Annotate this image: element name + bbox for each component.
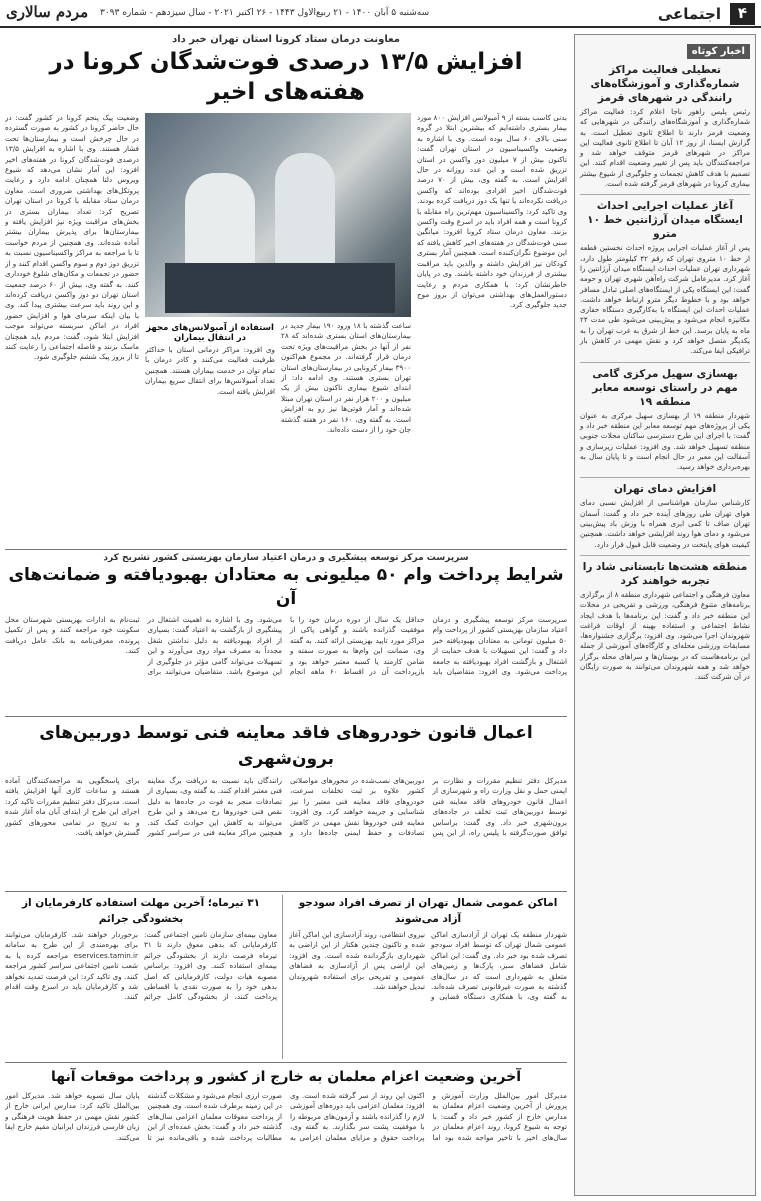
lead-kicker: معاونت درمان ستاد کرونا استان تهران خبر داد [172, 34, 400, 45]
main-content [5, 34, 567, 1196]
side-item-body: شهردار منطقه ۱۹ از بهسازی سهیل مرکزی به عنوان یکی از پروژه‌های مهم توسعه معابر این منطقه خبر داد و گفت: با اجرای این طرح دسترسی ساکنان محلات جنوبی منطقه تسهیل خواهد شد. وی افزود: عملیات زیرسازی و آسفالت این معبر در حال انجام است و تا پایان سال به بهره‌برداری خواهد رسید. [580, 410, 751, 472]
lead-body-left: بدنی کاسب بسته از ۹ آمبولانس افزایش ۸۰۰ مورد بیمار بستری داشته‌ایم که بیشترین ابتلا در گروه سنی بالای ۶۰ سال بوده است. وی با اشاره به وضعیت واکسیناسیون در استان تهران گفت: تاکنون بیش از ۷ میلیون دوز واکسن در استان تزریق شده است و این عدد روزانه در حال افزایش است. به گفته وی، بیش از ۷۰ درصد فوت‌شدگان اخیر افرادی بوده‌اند که واکسن دریافت نکرده‌اند یا تنها یک دوز دریافت کرده بودند. وی تاکید کرد: واکسیناسیون مهم‌ترین راه مقابله با کرونا است و همه افراد باید در اسرع وقت واکسن بزنند. معاون درمان ستاد کرونا افزود: میانگین سنی فوت‌شدگان در هفته‌های اخیر کاهش یافته که این موضوع نگران‌کننده است. همچنین آمار بستری کودکان نیز افزایش داشته و والدین باید مراقبت بیشتری از فرزندان خود داشته باشند. وی در پایان خاطرنشان کرد: با همکاری مردم و رعایت دستورالعمل‌های بهداشتی می‌توان از بروز موج جدید جلوگیری کرد. [417, 113, 567, 310]
teachers-body: مدیرکل امور بین‌الملل وزارت آموزش و پرورش از آخرین وضعیت اعزام معلمان به مدارس خارج از کشور خبر داد و گفت: با توجه به شیوع کرونا، روند اعزام معلمان در سال‌های اخیر با تاخیر مواجه شده بود اما اکنون این روند از سر گرفته شده است. وی افزود: معلمان اعزامی باید دوره‌های آموزشی لازم را گذرانده باشند و آزمون‌های مربوطه را با موفقیت پشت سر بگذارند. به گفته وی، پرداخت حقوق و مزایای معلمان اعزامی به صورت ارزی انجام می‌شود و مشکلات گذشته در این زمینه برطرف شده است. وی همچنین از پرداخت معوقات معلمان اعزامی سال‌های گذشته خبر داد و گفت: بخش عمده‌ای از این مطالبات پرداخت شده و باقی‌مانده نیز تا پایان سال تسویه خواهد شد. مدیرکل امور بین‌الملل تاکید کرد: مدارس ایرانی خارج از کشور نقش مهمی در حفظ هویت فرهنگی و زبان فارسی فرزندان ایرانیان مقیم خارج ایفا می‌کنند. [5, 1091, 567, 1142]
side-item [580, 63, 750, 189]
inspection-story [5, 720, 567, 888]
divider [580, 362, 750, 363]
side-item-body: پس از آغاز عملیات اجرایی پروژه احداث نخستین قطعه از خط ۱۰ متروی تهران که رقم ۴۲ کیلومتر طول دارد، شهرداری تهران عملیات احداث ایستگاه میدان آرژانتین را آغاز کرد. مدیرعامل شرکت راه‌آهن شهری تهران و حومه گفت: این ایستگاه یکی از ایستگاه‌های اصلی تبادل مسافر خواهد بود و با خطوط دیگر مترو ارتباط خواهد داشت. عملیات احداث این ایستگاه با به‌کارگیری دستگاه حفاری مکانیزه انجام می‌شود و پیش‌بینی می‌شود طی مدت ۲۴ ماه به پایان برسد. این خط از شرق به غرب تهران را به یکدیگر متصل خواهد کرد و نقش مهمی در کاهش بار ترافیکی ایفا می‌کند. [580, 243, 750, 356]
deadline-body: معاون بیمه‌ای سازمان تامین اجتماعی گفت: کارفرمایانی که بدهی معوق دارند تا ۳۱ تیرماه فرصت دارند از بخشودگی جرائم بیمه‌ای استفاده کنند. وی افزود: براساس مصوبه هیات دولت، کارفرمایانی که اصل بدهی خود را به صورت نقدی یا اقساطی پرداخت کنند، از بخشودگی کامل جرائم برخوردار خواهند شد. کارفرمایان می‌توانند برای بهره‌مندی از این طرح به سامانه eservices.tamin.ir مراجعه کرده یا به شعب تامین اجتماعی سراسر کشور مراجعه کنند. وی تاکید کرد: این فرصت تمدید نخواهد شد و کارفرمایان باید در اسرع وقت اقدام کنند. [5, 930, 277, 1002]
side-item-headline: آغاز عملیات اجرایی احداث ایستگاه میدان آرژانتین خط ۱۰ مترو [587, 200, 743, 241]
lead-body-center-2: وی افزود: مراکز درمانی استان با حداکثر ظرفیت فعالیت می‌کنند و کادر درمان با تمام توان در خدمت بیماران هستند. همچنین تعداد آمبولانس‌ها برای انتقال سریع بیماران افزایش یافته است. [145, 345, 275, 396]
newspaper-logo: مردم سالاری [6, 3, 89, 21]
lead-story [5, 34, 567, 546]
lead-column-right [5, 113, 139, 546]
teachers-story [5, 1066, 567, 1201]
tehran-headline: اماکن عمومی شمال تهران از تصرف افراد سودجو آزاد می‌شوند [298, 897, 558, 925]
divider [5, 1062, 567, 1063]
divider [5, 716, 567, 717]
hospital-photo [145, 113, 411, 317]
loan-headline: شرایط پرداخت وام ۵۰ میلیونی به معتادان بهبودیافته و ضمانت‌های آن [8, 565, 564, 609]
divider [580, 555, 750, 556]
lead-column-center [145, 113, 411, 546]
side-item-headline: افزایش دمای تهران [613, 483, 717, 496]
divider [5, 891, 567, 892]
side-item-headline: بهسازی سهیل مرکزی گامی مهم در راستای توسعه معابر منطقه ۱۹ [592, 367, 738, 408]
side-item [580, 482, 750, 549]
side-item-headline: منطقه هشت‌ها تابستانی شاد را تجربه خواهند کرد [582, 560, 748, 587]
page-number: ۴ [730, 3, 755, 25]
lead-subhead: استفاده از آمبولانس‌های مجهز در انتقال بیماران [146, 323, 274, 343]
issue-line: سه‌شنبه ۵ آبان ۱۴۰۰ - ۲۱ ربیع‌الاول ۱۴۴۳ - ۲۶ اکتبر ۲۰۲۱ - سال سیزدهم - شماره ۳۰۹۳ [100, 8, 430, 18]
deadline-story [5, 895, 283, 1059]
lead-body-center: ساعت گذشته با ۱۸ ورود ۱۹۰ بیمار جدید در بیمارستان‌های استان بستری شده‌اند که ۲۸ نفر از آنها در بخش مراقبت‌های ویژه تحت درمان قرار گرفته‌اند. در مجموع هم‌اکنون ۳۹۰۰ بیمار کرونایی در بیمارستان‌های استان تهران بستری هستند. وی ادامه داد: از ابتدای شیوع بیماری تاکنون بیش از یک میلیون و ۲۰۰ هزار نفر در استان تهران مبتلا شده‌اند و آمار فوتی‌ها نیز رو به افزایش است. به گفته وی، ۱۶۰ نفر در هفته گذشته جان خود را از دست داده‌اند. [281, 321, 411, 435]
side-item [580, 560, 750, 683]
side-item-body: معاون فرهنگی و اجتماعی شهرداری منطقه ۸ از برگزاری برنامه‌های متنوع فرهنگی، ورزشی و تفریحی در محلات این منطقه خبر داد و گفت: این برنامه‌ها با هدف ایجاد نشاط اجتماعی و استفاده بهینه از اوقات فراغت شهروندان اجرا می‌شود. وی افزود: برگزاری جشنواره‌ها، مسابقات ورزشی محله‌ای و کارگاه‌های آموزشی از جمله این برنامه‌هاست که در بوستان‌ها و سراهای محله برگزار خواهد شد و همه شهروندان می‌توانند به صورت رایگان در آن شرکت کنند. [580, 589, 750, 682]
side-item-body: کارشناس سازمان هواشناسی از افزایش نسبی دمای هوای تهران طی روزهای آینده خبر داد و گفت: آسمان تهران صاف تا کمی ابری همراه با وزش باد پیش‌بینی می‌شود و دمای هوا روند افزایشی خواهد داشت. همچنین کیفیت هوای پایتخت در وضعیت قابل قبول قرار دارد. [580, 498, 750, 549]
side-item [580, 199, 750, 356]
loan-kicker: سرپرست مرکز توسعه پیشگیری و درمان اعتیاد سازمان بهزیستی کشور تشریح کرد [103, 553, 469, 563]
masthead [0, 0, 761, 28]
small-stories-row [5, 895, 567, 1059]
lead-body-right: وضعیت پیک پنجم کرونا در کشور گفت: در حال حاضر کرونا در کشور به صورت گسترده در حال چرخش است و بیمارستان‌ها تحت فشار هستند. وی با اشاره به افزایش ۱۳/۵ درصدی فوت‌شدگان کرونا در هفته‌های اخیر افزود: این آمار نشان می‌دهد که شیوع ویروس دلتا همچنان ادامه دارد و رعایت پروتکل‌های بهداشتی ضروری است. معاون درمان ستاد مقابله با کرونا در استان تهران تصریح کرد: تعداد بیماران بستری در بخش‌های مراقبت ویژه نیز افزایش یافته و بیمارستان‌ها برای پذیرش بیماران بیشتر آماده شده‌اند. وی همچنین از مردم خواست تا با مراجعه به مراکز واکسیناسیون نسبت به تزریق دوز دوم و سوم واکسن اقدام کنند و از حضور در تجمعات و مکان‌های شلوغ خودداری کنند. به گفته وی، بیش از ۶۰ درصد جمعیت استان تهران دو دوز واکسن دریافت کرده‌اند و این روند باید سرعت بیشتری پیدا کند. وی با بیان اینکه سرمای هوا و افزایش حضور افراد در اماکن سربسته می‌تواند موجب افزایش ابتلا شود، گفت: مردم باید همچنان ماسک بزنند و فاصله اجتماعی را رعایت کنند تا از بروز پیک ششم جلوگیری شود. [5, 113, 139, 362]
deadline-headline: ۳۱ تیرماه؛ آخرین مهلت استفاده کارفرمایان از بخشودگی جرائم [21, 897, 261, 925]
tehran-body: شهردار منطقه یک تهران از آزادسازی اماکن عمومی شمال تهران که توسط افراد سودجو تصرف شده بود خبر داد. وی گفت: این اماکن شامل فضاهای سبز، پارک‌ها و زمین‌های متعلق به شهرداری است که در سال‌های گذشته به صورت غیرقانونی تصرف شده‌اند. به گفته وی، با همکاری دستگاه قضایی و نیروی انتظامی، روند آزادسازی این اماکن آغاز شده و تاکنون چندین هکتار از این اراضی به شهرداری بازگردانده شده است. وی افزود: این اراضی پس از آزادسازی به فضاهای عمومی و تفریحی برای استفاده شهروندان تبدیل خواهند شد. [289, 930, 567, 1002]
tehran-story [289, 895, 567, 1059]
lead-headline: افزایش ۱۳/۵ درصدی فوت‌شدگان کرونا در هفته‌های اخیر [49, 49, 523, 105]
divider [580, 477, 750, 478]
lead-column-left [417, 113, 567, 546]
sidebar-tag: اخبار کوتاه [687, 44, 750, 59]
side-item-body: رئیس پلیس راهور ناجا اعلام کرد: فعالیت مراکز شماره‌گذاری و آموزشگاه‌های رانندگی در شهرهایی که وضعیت قرمز دارند تا اطلاع ثانوی تعطیل است. به گزارش ایسنا، از روز ۱۲ آبان تا اطلاع ثانوی فعالیت این مراکز در شهرهای قرمز متوقف خواهد شد و مراجعه‌کنندگان باید پس از تغییر وضعیت اقدام کنند. این تصمیم با هدف کاهش تجمعات و جلوگیری از شیوع بیشتر بیماری کرونا در شهرهای قرمز گرفته شده است. [580, 107, 750, 189]
side-item [580, 367, 750, 473]
loan-story [5, 553, 567, 713]
teachers-headline: آخرین وضعیت اعزام معلمان به خارج از کشور و پرداخت موقعات آنها [50, 1069, 522, 1085]
divider [580, 194, 750, 195]
loan-body: سرپرست مرکز توسعه پیشگیری و درمان اعتیاد سازمان بهزیستی کشور از پرداخت وام ۵۰ میلیون تومانی به معتادان بهبودیافته خبر داد و گفت: این تسهیلات با هدف حمایت از اشتغال و بازگشت افراد بهبودیافته به جامعه پرداخت می‌شود. وی افزود: متقاضیان باید حداقل یک سال از دوره درمان خود را با موفقیت گذرانده باشند و گواهی پاکی از مراکز مورد تایید بهزیستی ارائه کنند. به گفته وی، ضمانت این وام‌ها به صورت سفته و ضامن کارمند یا کسبه معتبر خواهد بود و بازپرداخت آن در اقساط ۶۰ ماهه انجام می‌شود. وی با اشاره به اهمیت اشتغال در پیشگیری از بازگشت به اعتیاد گفت: بسیاری از افراد بهبودیافته به دلیل نداشتن شغل مجدداً به مصرف مواد روی می‌آورند و این تسهیلات می‌تواند گامی مؤثر در جلوگیری از این موضوع باشد. متقاضیان می‌توانند برای ثبت‌نام به ادارات بهزیستی شهرستان محل سکونت خود مراجعه کنند و پس از تکمیل پرونده، معرفی‌نامه به بانک عامل دریافت کنند. [5, 615, 567, 677]
section-name: اجتماعی [657, 5, 721, 23]
divider [5, 549, 567, 550]
news-brief-sidebar [574, 34, 756, 1196]
inspection-headline: اعمال قانون خودروهای فاقد معاینه فنی توسط دوربین‌های برون‌شهری [39, 723, 533, 769]
inspection-body: مدیرکل دفتر تنظیم مقررات و نظارت بر ایمنی حمل و نقل وزارت راه و شهرسازی از اعمال قانون خودروهای فاقد معاینه فنی توسط دوربین‌های ثبت تخلف در جاده‌های برون‌شهری خبر داد. وی گفت: براساس توافق صورت‌گرفته با پلیس راه، از این پس دوربین‌های نصب‌شده در محورهای مواصلاتی کشور علاوه بر ثبت تخلفات سرعت، خودروهای فاقد معاینه فنی معتبر را نیز شناسایی و جریمه خواهند کرد. وی افزود: معاینه فنی خودروها نقش مهمی در کاهش تصادفات و حفظ ایمنی جاده‌ها دارد و رانندگان باید نسبت به دریافت برگ معاینه فنی معتبر اقدام کنند. به گفته وی، بسیاری از تصادفات منجر به فوت در جاده‌ها به دلیل نقص فنی خودروها رخ می‌دهد و این طرح می‌تواند به کاهش این حوادث کمک کند. همچنین مراکز معاینه فنی در سراسر کشور برای پاسخگویی به مراجعه‌کنندگان آماده هستند و ساعات کاری آنها افزایش یافته است. مدیرکل دفتر تنظیم مقررات تاکید کرد: اجرای این طرح از ابتدای آبان ماه آغاز شده و به تدریج در تمامی محورهای کشور گسترش خواهد یافت. [5, 776, 567, 838]
side-item-headline: تعطیلی فعالیت مراکز شماره‌گذاری و آموزشگاه‌های رانندگی در شهرهای قرمز [590, 64, 740, 104]
